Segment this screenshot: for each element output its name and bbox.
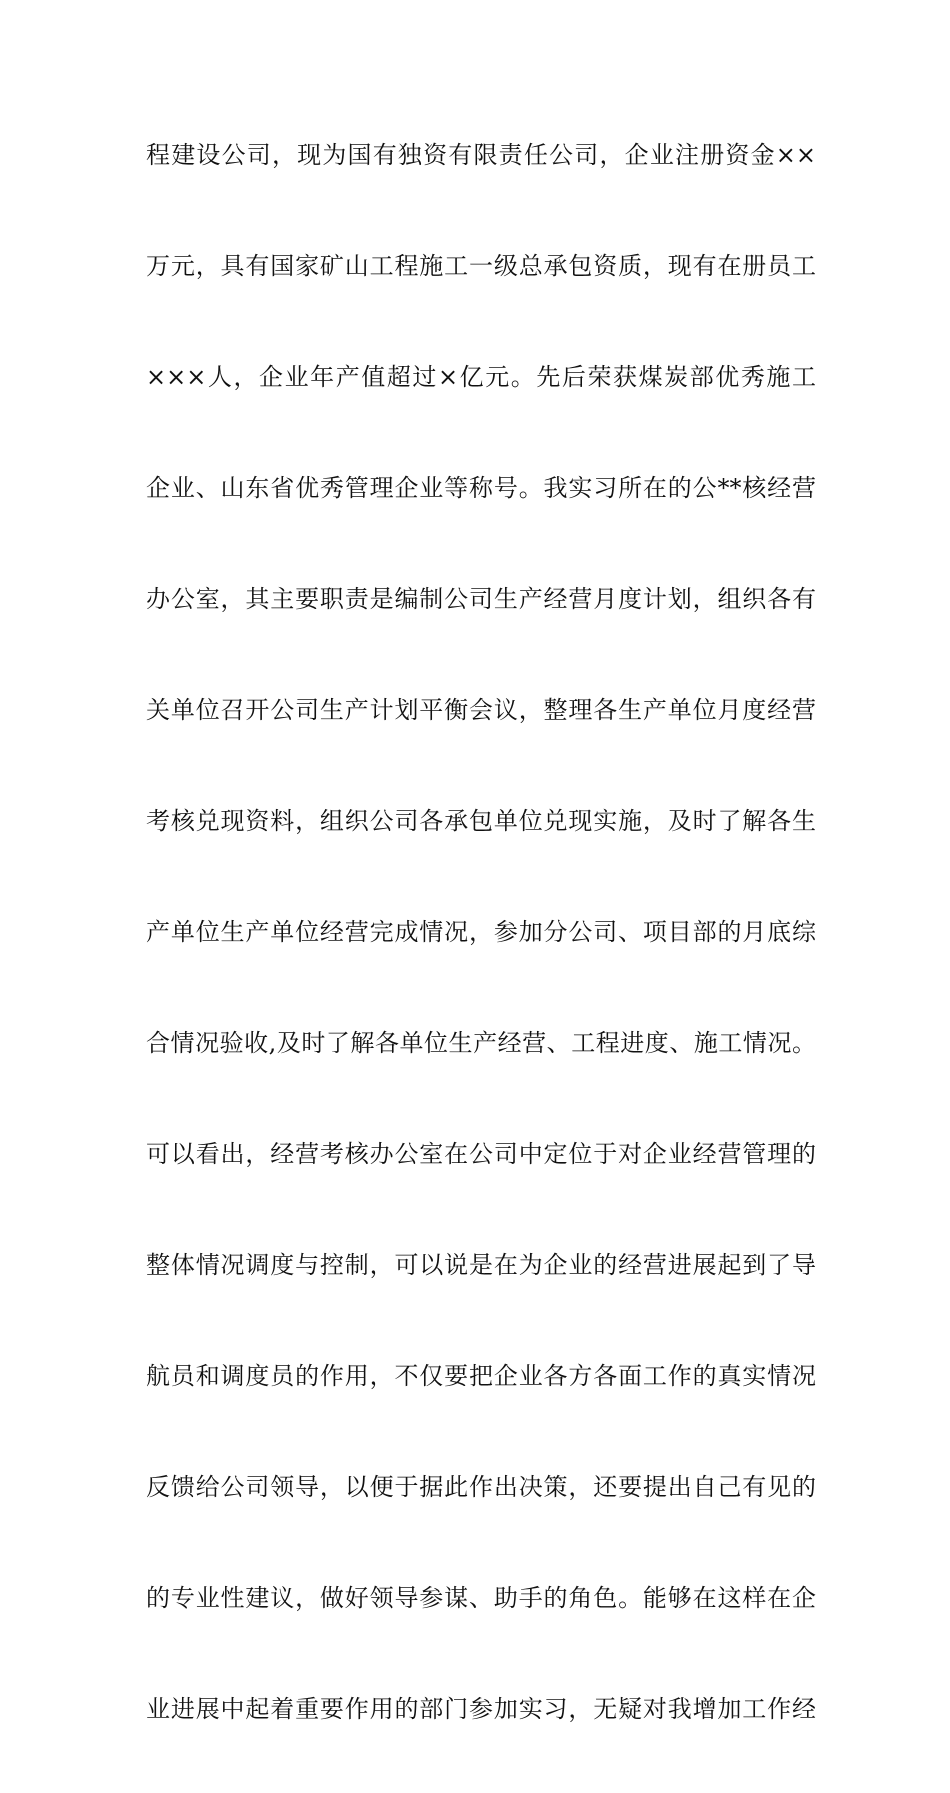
text-line: 可以看出，经营考核办公室在公司中定位于对企业经营管理的: [146, 1140, 816, 1168]
text-line: 业进展中起着重要作用的部门参加实习，无疑对我增加工作经: [146, 1695, 816, 1723]
text-line: 反馈给公司领导，以便于据此作出决策，还要提出自己有见的: [146, 1473, 816, 1501]
text-line: 合情况验收,及时了解各单位生产经营、工程进度、施工情况。: [146, 1029, 816, 1057]
body-text: [146, 128, 816, 1793]
text-line: 的专业性建议，做好领导参谋、助手的角色。能够在这样在企: [146, 1584, 816, 1612]
text-line: 办公室，其主要职责是编制公司生产经营月度计划，组织各有: [146, 585, 816, 613]
text-line: 关单位召开公司生产计划平衡会议，整理各生产单位月度经营: [146, 696, 816, 724]
text-line: 航员和调度员的作用，不仅要把企业各方各面工作的真实情况: [146, 1362, 816, 1390]
text-line: 整体情况调度与控制，可以说是在为企业的经营进展起到了导: [146, 1251, 816, 1279]
text-line: 程建设公司，现为国有独资有限责任公司，企业注册资金××: [146, 141, 816, 169]
text-line: 万元，具有国家矿山工程施工一级总承包资质，现有在册员工: [146, 252, 816, 280]
text-line: 考核兑现资料，组织公司各承包单位兑现实施，及时了解各生: [146, 807, 816, 835]
text-line: ×××人，企业年产值超过×亿元。先后荣获煤炭部优秀施工: [146, 363, 816, 391]
text-line: 产单位生产单位经营完成情况，参加分公司、项目部的月底综: [146, 918, 816, 946]
text-line: 企业、山东省优秀管理企业等称号。我实习所在的公**核经营: [146, 474, 816, 502]
